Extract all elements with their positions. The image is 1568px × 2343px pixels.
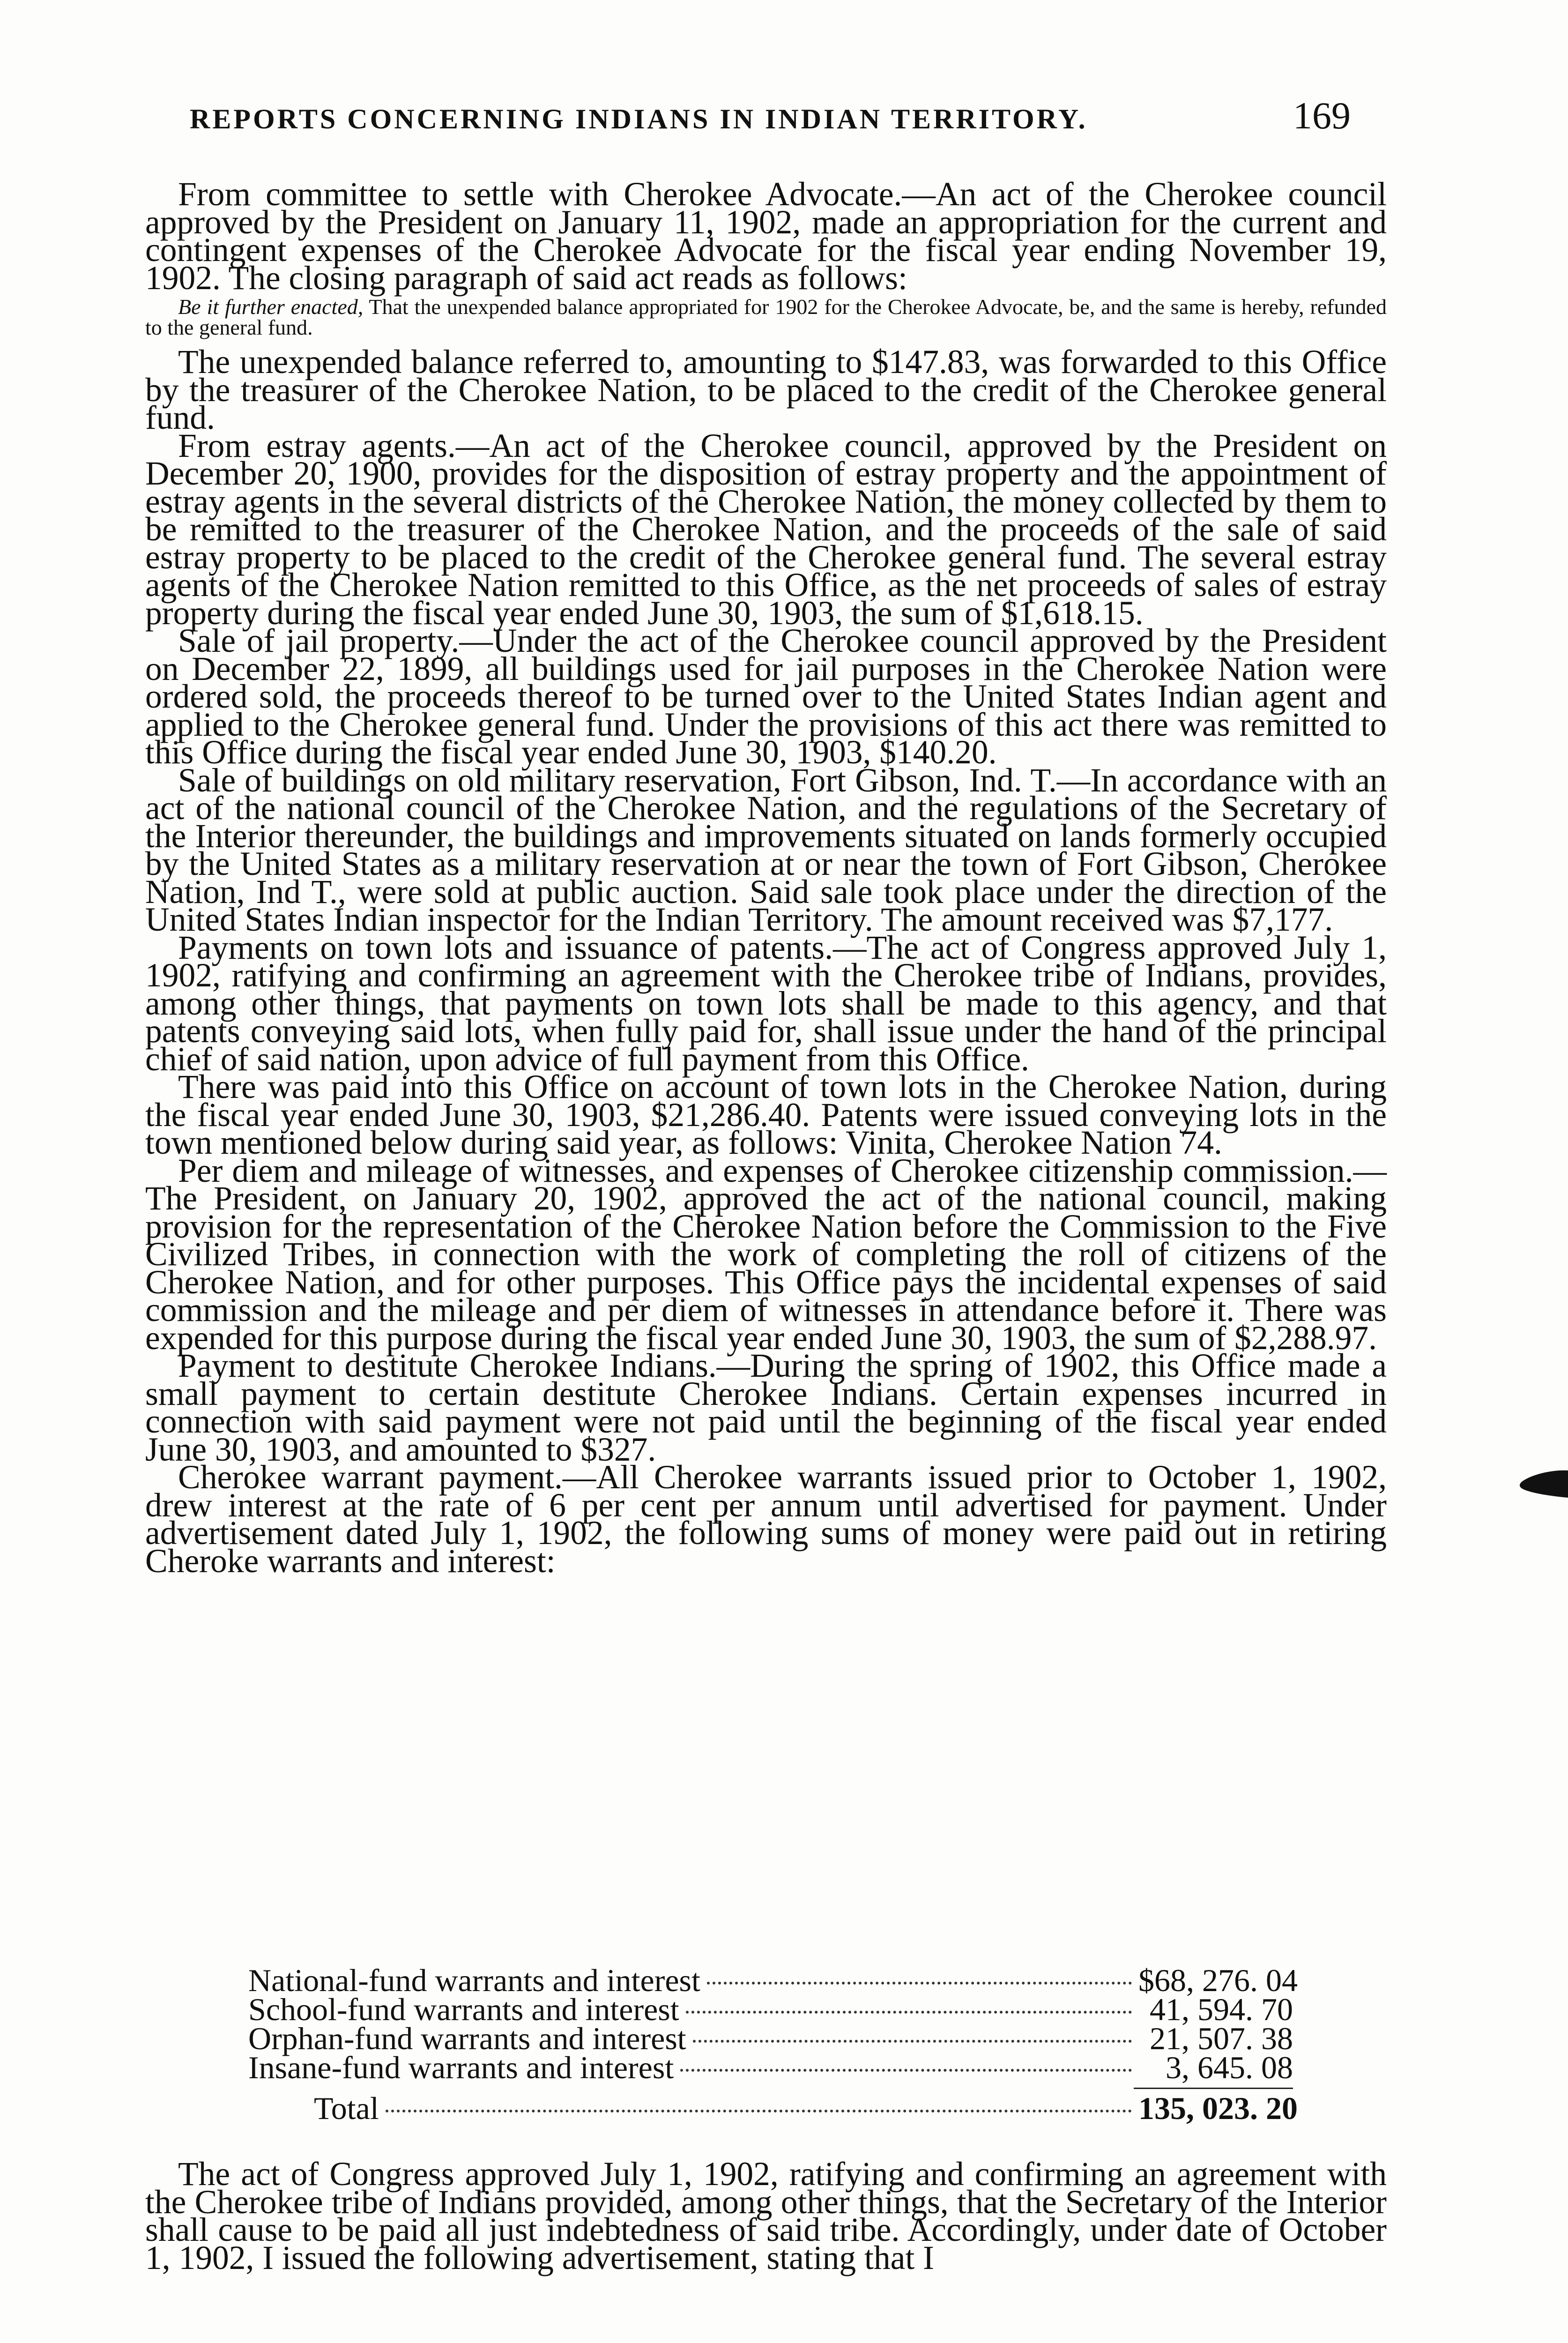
ledger-row bbox=[248, 2050, 1293, 2085]
ledger-total-amount: 135, 023. 20 bbox=[1138, 2090, 1298, 2126]
page-header bbox=[0, 94, 1568, 145]
dot-leader bbox=[686, 2011, 1132, 2014]
quote-text: That the unexpended balance appropriated for 1902 for the Cherokee Advocate, be, and the same is hereby, refunded to the general fund. bbox=[145, 295, 1387, 339]
dot-leader bbox=[707, 1982, 1132, 1985]
ledger-label: School-fund warrants and interest bbox=[248, 1992, 679, 2027]
ledger-row bbox=[248, 1992, 1293, 2027]
ledger-row bbox=[248, 1962, 1298, 1998]
ledger-label: National-fund warrants and interest bbox=[248, 1962, 700, 1998]
ledger-row bbox=[248, 2021, 1293, 2056]
warrant-ledger bbox=[248, 1962, 1298, 2126]
paragraph-jail: Sale of jail property.—Under the act of the Cherokee council approved by the President on December 22, 1899, all buildings used for jail purposes in the Cherokee Nation were ordered sold, the proceeds thereof to be turned over to the United States Indian agent and applied to the Cherokee general fund. Under the provisions of this act there was remitted to this Office during the fiscal year ended June 30, 1903, $140.20. bbox=[145, 622, 1387, 771]
ledger-amount: 3, 645. 08 bbox=[1166, 2050, 1293, 2085]
sum-rule bbox=[1134, 2088, 1293, 2089]
body-text bbox=[145, 176, 1387, 1580]
dot-leader bbox=[693, 2040, 1132, 2043]
page-number: 169 bbox=[1293, 94, 1351, 137]
ledger-amount: 41, 594. 70 bbox=[1150, 1992, 1293, 2027]
dot-leader bbox=[386, 2110, 1132, 2112]
paragraph-paid-into: There was paid into this Office on account of town lots in the Cherokee Nation, during the fiscal year ended June 30, 1903, $21,286.40. Patents were issued conveying lots in the town mentioned below during said year, as follows: Vinita, Cherokee Nation 74. bbox=[145, 1068, 1387, 1161]
ledger-label: Insane-fund warrants and interest bbox=[248, 2050, 674, 2085]
paragraph-estray: From estray agents.—An act of the Cherokee council, approved by the President on December 20, 1900, provides for the disposition of estray property and the appointment of estray agents in the several districts of the Cherokee Nation, the money collected by them to be remitted to the treasurer of the Cherokee Nation, and the proceeds of the sale of said estray property to be placed to the credit of the Cherokee general fund. The several estray agents of the Cherokee Nation remitted to this Office, as the net proceeds of sales of estray property during the fiscal year ended June 30, 1903, the sum of $1,618.15. bbox=[145, 427, 1387, 632]
running-head: REPORTS CONCERNING INDIANS IN INDIAN TERRITORY. bbox=[190, 104, 1088, 134]
paragraph-per-diem: Per diem and mileage of witnesses, and expenses of Cherokee citizenship commission.—The President, on January 20, 1902, approved the act of the national council, making provision for the representation of the Cherokee Nation before the Commission to the Five Civilized Tribes, in connection with the work of completing the roll of citizens of the Cherokee Nation, and for other purposes. This Office pays the incidental expenses of said commission and the mileage and per diem of witnesses in attendance before it. There was expended for this purpose during the fiscal year ended June 30, 1903, the sum of $2,288.97. bbox=[145, 1152, 1387, 1357]
closing-text bbox=[145, 2156, 1387, 2276]
ledger-label: Orphan-fund warrants and interest bbox=[248, 2021, 686, 2056]
ledger-total-row bbox=[248, 2090, 1298, 2126]
quote-italic-lead: Be it further enacted, bbox=[178, 295, 364, 319]
ledger-amount: 21, 507. 38 bbox=[1150, 2021, 1293, 2056]
paragraph-warrant: Cherokee warrant payment.—All Cherokee warrants issued prior to October 1, 1902, drew interest at the rate of 6 per cent per annum until advertised for payment. Under advertisement dated July 1, 1902, the following sums of money were paid out in retiring Cheroke warrants and interest: bbox=[145, 1459, 1387, 1580]
quoted-enactment bbox=[145, 297, 1387, 338]
paragraph-closing: The act of Congress approved July 1, 1902, ratifying and confirming an agreement with the Cherokee tribe of Indians provided, among other things, that the Secretary of the Interior shall cause to be paid all just indebtedness of said tribe. Accordingly, under date of October 1, 1902, I issued the following advertisement, stating that I bbox=[145, 2156, 1387, 2276]
ledger-amount: $68, 276. 04 bbox=[1138, 1962, 1298, 1998]
paragraph-town-lots: Payments on town lots and issuance of patents.—The act of Congress approved July 1, 1902, ratifying and confirming an agreement with the Cherokee tribe of Indians, provides, among other things, that payments on town lots shall be made to this agency, and that patents conveying said lots, when fully paid for, shall issue under the hand of the principal chief of said nation, upon advice of full payment from this Office. bbox=[145, 929, 1387, 1078]
paragraph-destitute: Payment to destitute Cherokee Indians.—During the spring of 1902, this Office made a small payment to certain destitute Cherokee Indians. Certain expenses incurred in connection with said payment were not paid until the beginning of the fiscal year ended June 30, 1903, and amounted to $327. bbox=[145, 1347, 1387, 1468]
ledger-total-label: Total bbox=[314, 2090, 379, 2126]
paragraph-fort-gibson: Sale of buildings on old military reservation, Fort Gibson, Ind. T.—In accordance with an act of the national council of the Cherokee Nation, and the regulations of the Secretary of the Interior thereunder, the buildings and improvements situated on lands formerly occupied by the United States as a military reservation at or near the town of Fort Gibson, Cherokee Nation, Ind T., were sold at public auction. Said sale took place under the direction of the United States Indian inspector for the Indian Territory. The amount received was $7,177. bbox=[145, 761, 1387, 938]
paragraph-unexpended: The unexpended balance referred to, amounting to $147.83, was forwarded to this Office by the treasurer of the Cherokee Nation, to be placed to the credit of the Cherokee general fund. bbox=[145, 343, 1387, 436]
paragraph-advocate: From committee to settle with Cherokee Advocate.—An act of the Cherokee council approved by the President on January 11, 1902, made an appropriation for the current and contingent expenses of the Cherokee Advocate for the fiscal year ending November 19, 1902. The closing paragraph of said act reads as follows: bbox=[145, 176, 1387, 297]
ink-blot-mark bbox=[1518, 1467, 1568, 1500]
dot-leader bbox=[680, 2069, 1132, 2072]
